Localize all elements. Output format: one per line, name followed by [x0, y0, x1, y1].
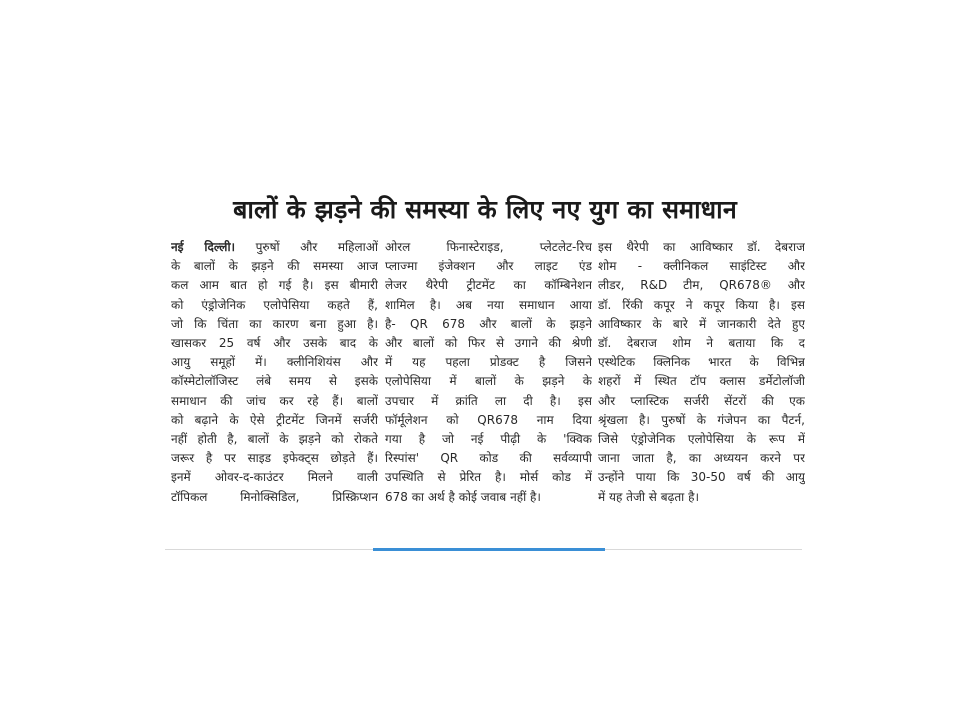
accent-divider — [373, 548, 605, 551]
column-line: फॉर्मूलेशन को QR678 नाम दिया — [385, 412, 592, 427]
column-line: आविष्कार के बारे में जानकारी देते हुए — [598, 316, 805, 331]
column-line: 678 का अर्थ है कोई जवाब नहीं है। — [385, 489, 541, 504]
column-line: प्लाज्मा इंजेक्शन और लाइट एंड — [385, 259, 592, 274]
column-line: ओरल फिनास्टेराइड, प्लेटलेट-रिच — [385, 240, 592, 254]
column-line: लेजर थैरेपी ट्रीटमेंट का कॉम्बिनेशन — [385, 278, 592, 293]
article-column-3 — [598, 238, 805, 548]
column-line: इस थैरेपी का आविष्कार डॉ. देबराज — [598, 240, 805, 254]
column-line: शामिल है। अब नया समाधान आया — [385, 297, 592, 312]
column-line: और बालों को फिर से उगाने की श्रेणी — [385, 336, 592, 351]
column-line: टॉपिकल मिनोक्सिडिल, प्रिस्क्रिप्शन — [171, 489, 378, 504]
column-line: शहरों में स्थित टॉप क्लास डर्मेटोलॉजी — [598, 374, 805, 389]
column-line: गया है जो नई पीढ़ी के 'क्विक — [385, 432, 592, 447]
column-line: कल आम बात हो गई है। इस बीमारी — [171, 278, 378, 293]
column-line: में यह पहला प्रोडक्ट है जिसने — [385, 355, 592, 370]
article-dateline: नई दिल्ली। — [171, 240, 236, 254]
column-line: को बढ़ाने के ऐसे ट्रीटमेंट जिनमें सर्जरी — [171, 412, 378, 427]
column-line: लीडर, R&D टीम, QR678® और — [598, 278, 805, 293]
column-line: जिसे एंड्रोजेनिक एलोपेसिया के रूप में — [598, 432, 805, 447]
column-line: को एंड्रोजेनिक एलोपेसिया कहते हैं, — [171, 297, 378, 312]
column-line: आयु समूहों में। क्लीनिशियंस और — [171, 355, 378, 370]
column-line: रिस्पांस' QR कोड की सर्वव्यापी — [385, 451, 592, 466]
column-line: डॉ. रिंकी कपूर ने कपूर किया है। इस — [598, 297, 805, 312]
article-headline: बालों के झड़ने की समस्या के लिए नए युग का समाधान — [233, 195, 737, 224]
column-line: नहीं होती है, बालों के झड़ने को रोकते — [171, 432, 378, 447]
article-column-2 — [385, 238, 592, 548]
newspaper-clipping — [165, 180, 805, 555]
column-line: खासकर 25 वर्ष और उसके बाद के — [171, 336, 378, 351]
column-line: उपचार में क्रांति ला दी है। इस — [385, 393, 592, 408]
column-line: जाना जाता है, का अध्ययन करने पर — [598, 451, 805, 466]
column-line: उपस्थिति से प्रेरित है। मोर्स कोड में — [385, 470, 592, 485]
column-line: एलोपेसिया में बालों के झड़ने के — [385, 374, 592, 389]
column-line: कॉस्मेटोलॉजिस्ट लंबे समय से इसके — [171, 374, 378, 389]
column-line: उन्होंने पाया कि 30-50 वर्ष की आयु — [598, 470, 805, 485]
column-line: में यह तेजी से बढ़ता है। — [598, 489, 700, 504]
column-line: समाधान की जांच कर रहे हैं। बालों — [171, 393, 378, 408]
column-line: श्रृंखला है। पुरुषों के गंजेपन का पैटर्न, — [598, 412, 805, 427]
column-line: और प्लास्टिक सर्जरी सेंटरों की एक — [598, 393, 805, 408]
column-line: इनमें ओवर-द-काउंटर मिलने वाली — [171, 470, 378, 485]
column-line: के बालों के झड़ने की समस्या आज — [171, 259, 378, 274]
column-line: जरूर है पर साइड इफेक्ट्स छोड़ते हैं। — [171, 451, 378, 466]
column-line: डॉ. देबराज शोम ने बताया कि द — [598, 336, 805, 351]
column-line: जो कि चिंता का कारण बना हुआ है। — [171, 316, 378, 331]
column-line: शोम - क्लीनिकल साइंटिस्ट और — [598, 259, 805, 274]
article-column-1 — [171, 238, 378, 548]
column-line: नई दिल्ली। पुरुषों और महिलाओं — [171, 240, 378, 254]
column-line: है- QR 678 और बालों के झड़ने — [385, 316, 592, 331]
column-line: एस्थेटिक क्लिनिक भारत के विभिन्न — [598, 355, 805, 370]
